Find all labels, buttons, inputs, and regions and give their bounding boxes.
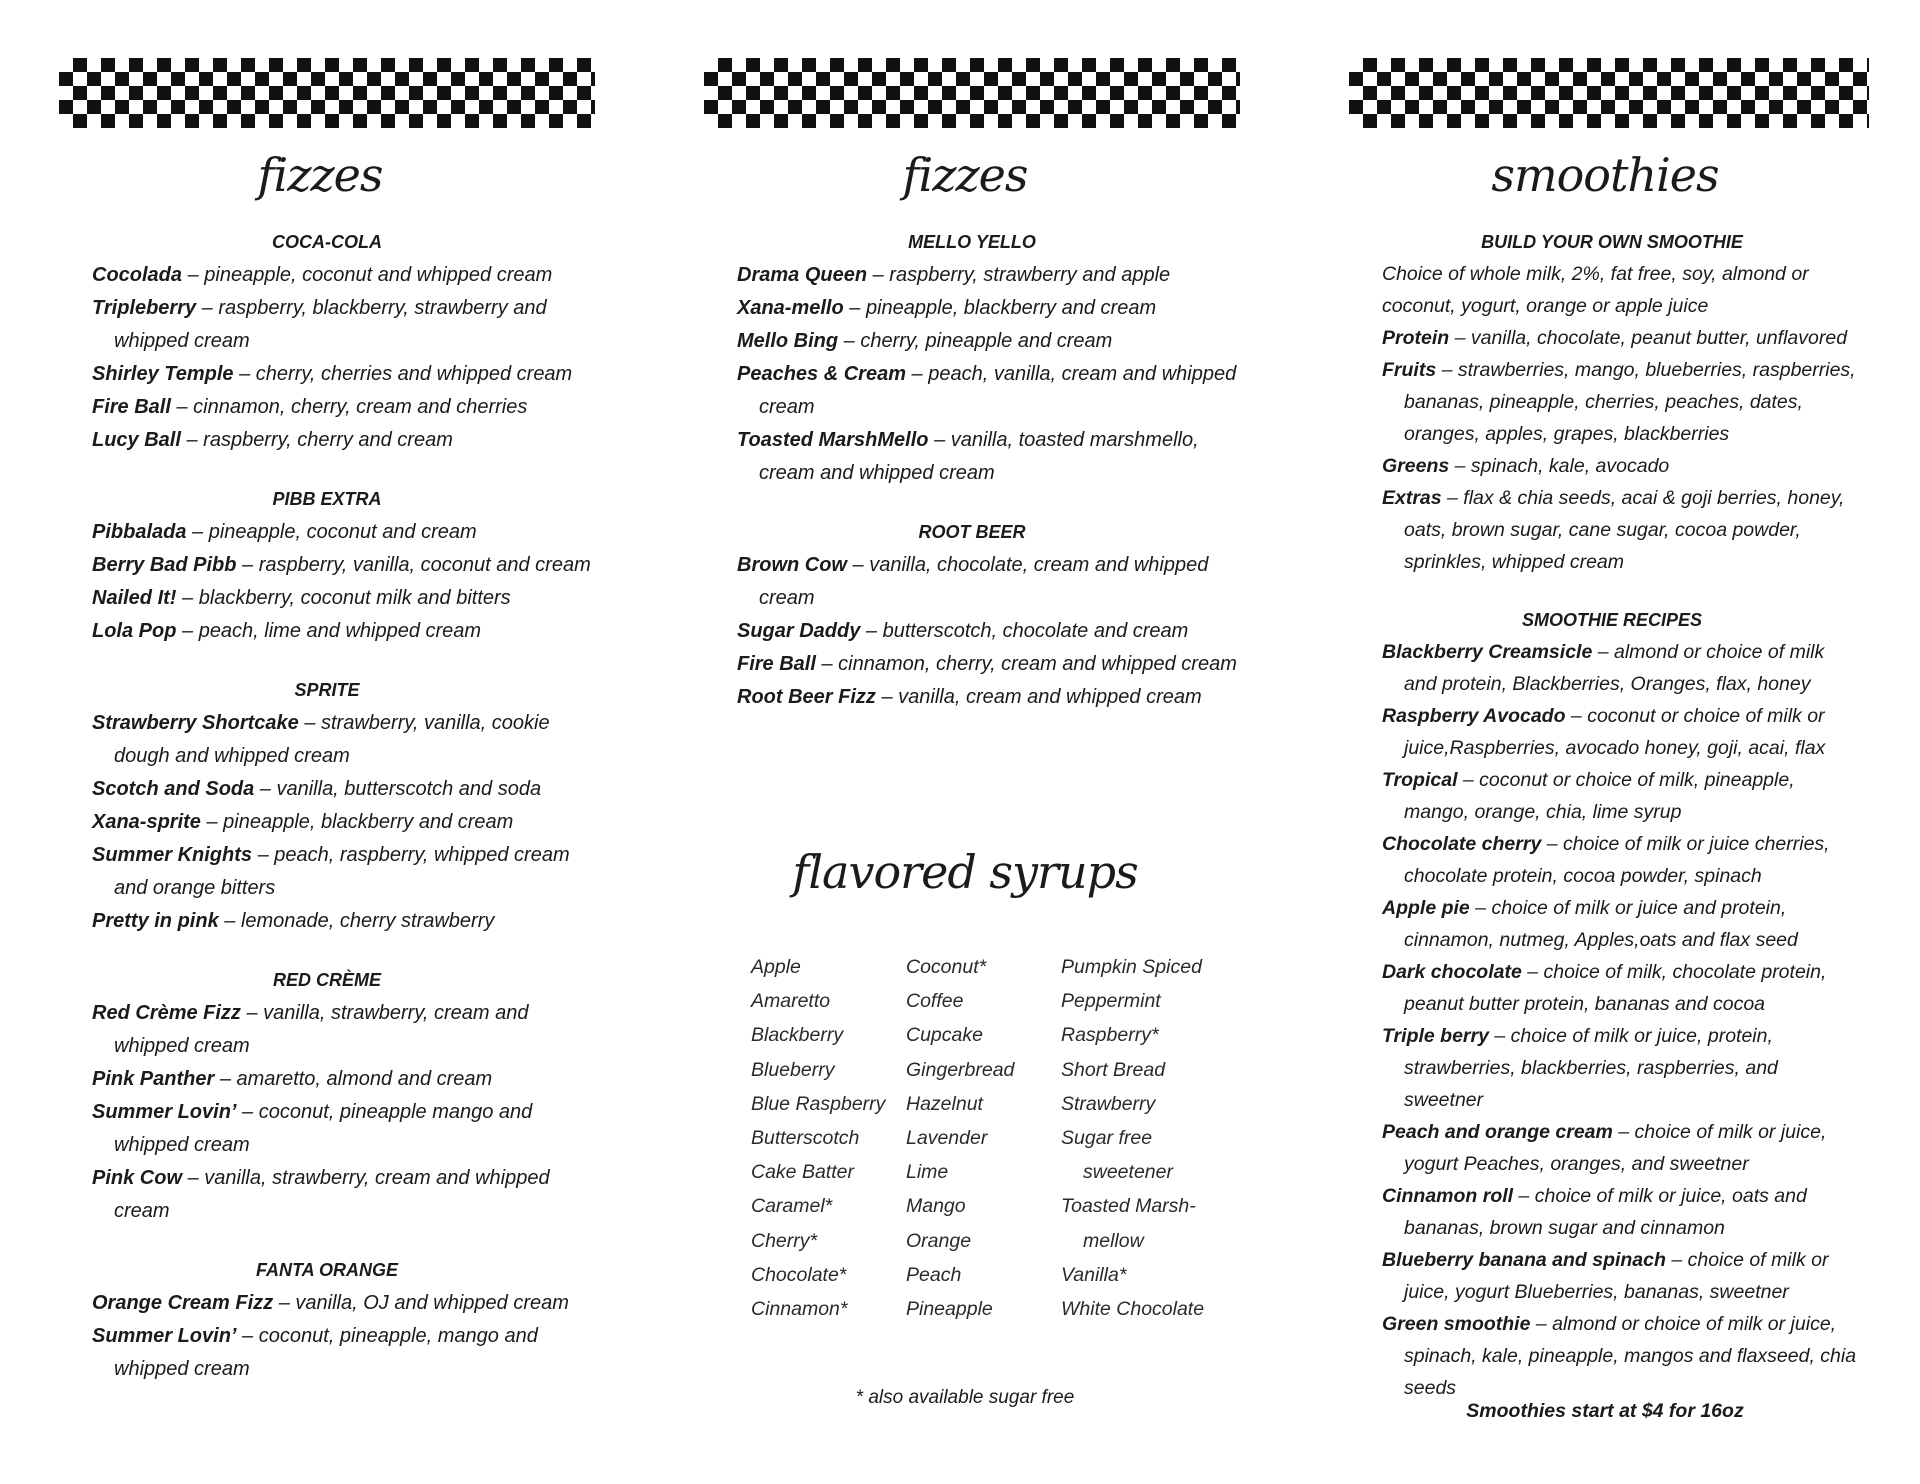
menu-item (92, 1096, 592, 1162)
syrup-flavor: Coffee (906, 990, 964, 1013)
build-options (1382, 322, 1862, 578)
syrup-flavor: Hazelnut (906, 1092, 983, 1115)
section-heading: SPRITE (294, 680, 360, 700)
menu-sections (737, 226, 1237, 740)
item-description: – cinnamon, cherry, cream and whipped cream (815, 653, 1237, 675)
item-description: – coconut or choice of milk, pineapple, mango, orange, chia, lime syrup (1404, 769, 1795, 823)
item-name: Raspberry Avocado (1382, 705, 1566, 727)
page-title: fizzes (902, 148, 1028, 202)
item-name: Triple berry (1382, 1025, 1489, 1047)
item-description: – butterscotch, chocolate and cream (860, 620, 1189, 642)
section-heading: PIBB EXTRA (272, 489, 382, 509)
item-description: – spinach, kale, avocado (1449, 455, 1670, 477)
item-description: – raspberry, blackberry, strawberry and whipped cream (114, 297, 547, 352)
syrups-column (1061, 950, 1216, 1326)
menu-item (737, 549, 1237, 615)
item-description: – choice of milk or juice, protein, strawberries, blackberries, raspberries, and sweetner (1404, 1025, 1778, 1111)
item-description: – strawberry, vanilla, cookie dough and whipped cream (114, 712, 550, 767)
syrup-flavor: Coconut* (906, 956, 987, 978)
syrup-flavor: Cupcake (906, 1024, 983, 1047)
item-description: – blackberry, coconut milk and bitters (176, 587, 511, 609)
menu-item (737, 259, 1237, 292)
syrup-flavor: Caramel* (751, 1195, 833, 1218)
syrup-flavor: Sugar free (1061, 1127, 1153, 1150)
item-description: – lemonade, cherry strawberry (218, 910, 495, 932)
item-description: – raspberry, vanilla, coconut and cream (236, 554, 591, 576)
menu-section (92, 483, 592, 648)
footnote: * also available sugar free (855, 1387, 1075, 1408)
syrup-flavor: Blue Raspberry (751, 1092, 886, 1115)
item-name: Pink Cow (92, 1167, 183, 1189)
menu-item (92, 707, 592, 773)
section-heading: ROOT BEER (918, 522, 1026, 542)
syrups-column (751, 950, 906, 1326)
item-name: Red Crème Fizz (92, 1002, 241, 1024)
syrups-title: flavored syrups (792, 845, 1138, 899)
item-description: – coconut or choice of milk or juice,Raspberries, avocado honey, goji, acai, flax (1404, 705, 1826, 759)
syrup-flavor: Chocolate* (751, 1263, 847, 1286)
syrup-flavor: Amaretto (751, 990, 831, 1013)
item-description: – almond or choice of milk or juice, spinach, kale, pineapple, mangos and flaxseed, chia seeds (1404, 1313, 1857, 1399)
menu-item (92, 905, 592, 938)
item-name: Orange Cream Fizz (92, 1292, 274, 1314)
menu-item (92, 615, 592, 648)
menu-item (92, 292, 592, 358)
item-name: Fire Ball (737, 653, 816, 675)
menu-item (92, 1162, 592, 1228)
build-intro: Choice of whole milk, 2%, fat free, soy, almond or coconut, yogurt, orange or apple juice (1382, 263, 1809, 317)
item-description: – vanilla, cream and whipped cream (875, 686, 1202, 708)
item-name: Greens (1382, 455, 1450, 477)
item-name: Xana-sprite (92, 811, 201, 833)
item-description: – choice of milk or juice, yogurt Peaches, oranges, and sweetner (1404, 1121, 1827, 1175)
item-name: Summer Knights (92, 844, 253, 866)
smoothie-sections (1382, 226, 1862, 1430)
item-name: Nailed It! (92, 587, 177, 609)
item-description: – peach, lime and whipped cream (176, 620, 482, 642)
syrup-flavor: White Chocolate (1061, 1298, 1205, 1321)
menu-section (92, 1254, 592, 1386)
menu-item (92, 259, 592, 292)
syrups-column (906, 950, 1061, 1326)
page-title: smoothies (1491, 148, 1719, 202)
item-name: Sugar Daddy (737, 620, 861, 642)
item-name: Toasted MarshMello (737, 429, 929, 451)
checkered-banner (59, 58, 595, 128)
syrup-flavor: mellow (1083, 1229, 1144, 1252)
menu-item (92, 424, 592, 457)
item-name: Dark chocolate (1382, 961, 1522, 983)
menu-item (92, 358, 592, 391)
syrup-flavor: Butterscotch (751, 1127, 860, 1150)
menu-item (737, 615, 1237, 648)
menu-item (1382, 450, 1862, 482)
menu-item (1382, 322, 1862, 354)
item-description: – flax & chia seeds, acai & goji berries, honey, oats, brown sugar, cane sugar, cocoa powder, sprinkles, whipped cream (1404, 487, 1845, 573)
syrup-flavor: Pineapple (906, 1298, 993, 1321)
menu-item (92, 806, 592, 839)
menu-item (92, 773, 592, 806)
item-name: Shirley Temple (92, 363, 234, 385)
middle-panel (645, 0, 1285, 1484)
menu-item (1382, 1020, 1862, 1116)
menu-item (1382, 700, 1862, 764)
syrup-flavor: Cinnamon* (751, 1298, 848, 1321)
left-panel (0, 0, 640, 1484)
item-description: – raspberry, cherry and cream (180, 429, 453, 451)
item-description: – strawberries, mango, blueberries, raspberries, bananas, pineapple, cherries, peaches, dates, oranges, apples, grapes, blackberries (1404, 359, 1856, 445)
checkered-banner (704, 58, 1240, 128)
item-description: – cherry, cherries and whipped cream (233, 363, 573, 385)
syrup-flavor: Peach (906, 1263, 962, 1286)
item-description: – choice of milk, chocolate protein, peanut butter protein, bananas and cocoa (1404, 961, 1827, 1015)
item-name: Fire Ball (92, 396, 171, 418)
menu-item (92, 582, 592, 615)
page-title: fizzes (257, 148, 383, 202)
item-name: Extras (1382, 487, 1442, 509)
item-description: – cinnamon, cherry, cream and cherries (170, 396, 528, 418)
menu-item (1382, 1180, 1862, 1244)
menu-item (1382, 956, 1862, 1020)
item-name: Pibbalada (92, 521, 187, 543)
item-name: Pretty in pink (92, 910, 219, 932)
item-name: Mello Bing (737, 330, 839, 352)
item-description: – pineapple, coconut and whipped cream (182, 264, 553, 286)
menu-section (92, 964, 592, 1228)
item-description: – choice of milk or juice, oats and bananas, brown sugar and cinnamon (1404, 1185, 1807, 1239)
menu-item (1382, 1308, 1862, 1404)
syrup-flavor: Mango (906, 1195, 966, 1218)
section-heading: MELLO YELLO (908, 232, 1036, 252)
menu-item (1382, 1116, 1862, 1180)
item-description: – peach, vanilla, cream and whipped cream (759, 363, 1237, 418)
price-note: Smoothies start at $4 for 16oz (1466, 1400, 1744, 1422)
checkered-banner (1349, 58, 1869, 128)
menu-item (92, 391, 592, 424)
item-name: Protein (1382, 327, 1450, 349)
section-heading: SMOOTHIE RECIPES (1521, 610, 1703, 630)
item-name: Pink Panther (92, 1068, 215, 1090)
menu-item (737, 424, 1237, 490)
section-heading: RED CRÈME (272, 970, 381, 990)
item-description: – choice of milk or juice and protein, cinnamon, nutmeg, Apples,oats and flax seed (1404, 897, 1798, 951)
menu-item (737, 358, 1237, 424)
syrup-flavor: Blackberry (751, 1024, 844, 1047)
syrup-flavor: Gingerbread (906, 1058, 1015, 1081)
syrup-flavor: sweetener (1083, 1161, 1173, 1184)
menu-item (737, 292, 1237, 325)
item-name: Blackberry Creamsicle (1382, 641, 1593, 663)
item-name: Blueberry banana and spinach (1382, 1249, 1666, 1271)
menu-item (1382, 636, 1862, 700)
menu-item (1382, 354, 1862, 450)
item-description: – cherry, pineapple and cream (838, 330, 1113, 352)
item-description: – coconut, pineapple mango and whipped cream (114, 1101, 533, 1156)
menu-item (92, 839, 592, 905)
syrup-flavor: Cake Batter (751, 1161, 854, 1184)
section-heading: COCA-COLA (272, 232, 382, 252)
item-name: Lucy Ball (92, 429, 181, 451)
menu-section (737, 516, 1237, 714)
item-name: Cocolada (92, 264, 183, 286)
syrup-flavor: Lime (906, 1161, 949, 1184)
menu-item (737, 325, 1237, 358)
syrup-flavor: Strawberry (1061, 1092, 1156, 1115)
syrup-flavor: Vanilla* (1061, 1263, 1127, 1286)
recipe-list (1382, 636, 1862, 1404)
section-heading: FANTA ORANGE (256, 1260, 398, 1280)
menu-item (1382, 892, 1862, 956)
item-description: – almond or choice of milk and protein, Blackberries, Oranges, flax, honey (1404, 641, 1825, 695)
item-description: – vanilla, strawberry, cream and whipped cream (114, 1002, 529, 1057)
menu-sections (92, 226, 592, 1412)
syrup-flavor: Pumpkin Spiced (1061, 956, 1202, 978)
menu-item (1382, 764, 1862, 828)
item-name: Cinnamon roll (1382, 1185, 1514, 1207)
item-name: Apple pie (1382, 897, 1470, 919)
item-name: Tropical (1382, 769, 1458, 791)
section-heading: BUILD YOUR OWN SMOOTHIE (1481, 232, 1743, 252)
menu-item (92, 516, 592, 549)
syrup-flavor: Lavender (906, 1127, 988, 1150)
menu-item (1382, 482, 1862, 578)
syrup-flavor: Peppermint (1061, 990, 1161, 1013)
recipes-section (1382, 604, 1862, 1404)
syrup-flavor: Raspberry* (1061, 1024, 1159, 1047)
syrup-flavor: Blueberry (751, 1058, 835, 1081)
syrup-flavor: Apple (751, 956, 801, 978)
menu-item (92, 1320, 592, 1386)
item-description: – vanilla, butterscotch and soda (254, 778, 542, 800)
item-name: Root Beer Fizz (737, 686, 876, 708)
item-description: – vanilla, strawberry, cream and whipped cream (114, 1167, 550, 1222)
item-description: – vanilla, chocolate, cream and whipped cream (759, 554, 1209, 609)
item-description: – vanilla, toasted marshmello, cream and whipped cream (759, 429, 1199, 484)
right-panel (1290, 0, 1920, 1484)
menu-item (92, 549, 592, 582)
item-name: Summer Lovin’ (92, 1325, 237, 1347)
item-name: Peach and orange cream (1382, 1121, 1613, 1143)
build-your-own-section (1382, 226, 1862, 578)
menu-item (737, 648, 1237, 681)
item-name: Summer Lovin’ (92, 1101, 237, 1123)
item-description: – choice of milk or juice, yogurt Blueberries, bananas, sweetner (1404, 1249, 1829, 1303)
item-name: Green smoothie (1382, 1313, 1531, 1335)
syrup-flavor: Toasted Marsh- (1061, 1195, 1196, 1218)
item-name: Chocolate cherry (1382, 833, 1542, 855)
item-name: Lola Pop (92, 620, 177, 642)
item-name: Peaches & Cream (737, 363, 906, 385)
item-description: – raspberry, strawberry and apple (867, 264, 1171, 286)
menu-item (1382, 1244, 1862, 1308)
syrup-flavor: Short Bread (1061, 1058, 1166, 1081)
menu-item (737, 681, 1237, 714)
item-description: – coconut, pineapple, mango and whipped cream (114, 1325, 538, 1380)
item-name: Strawberry Shortcake (92, 712, 299, 734)
item-description: – peach, raspberry, whipped cream and orange bitters (114, 844, 570, 899)
syrup-flavor: Orange (906, 1229, 972, 1252)
item-description: – vanilla, OJ and whipped cream (273, 1292, 569, 1314)
item-name: Tripleberry (92, 297, 197, 319)
item-description: – vanilla, chocolate, peanut butter, unflavored (1449, 327, 1848, 349)
menu-item (1382, 828, 1862, 892)
item-name: Fruits (1382, 359, 1437, 381)
menu-section (92, 226, 592, 457)
item-name: Xana-mello (737, 297, 844, 319)
menu-section (92, 674, 592, 938)
item-description: – pineapple, blackberry and cream (843, 297, 1157, 319)
item-name: Drama Queen (737, 264, 868, 286)
item-name: Berry Bad Pibb (92, 554, 237, 576)
item-name: Scotch and Soda (92, 778, 255, 800)
syrups-list (751, 950, 1221, 1326)
menu-item (92, 1287, 592, 1320)
menu-section (737, 226, 1237, 490)
item-description: – amaretto, almond and cream (214, 1068, 493, 1090)
item-description: – pineapple, blackberry and cream (200, 811, 514, 833)
item-description: – pineapple, coconut and cream (186, 521, 477, 543)
item-description: – choice of milk or juice cherries, chocolate protein, cocoa powder, spinach (1404, 833, 1830, 887)
syrup-flavor: Cherry* (751, 1229, 818, 1252)
menu-item (92, 1063, 592, 1096)
item-name: Brown Cow (737, 554, 847, 576)
menu-item (92, 997, 592, 1063)
